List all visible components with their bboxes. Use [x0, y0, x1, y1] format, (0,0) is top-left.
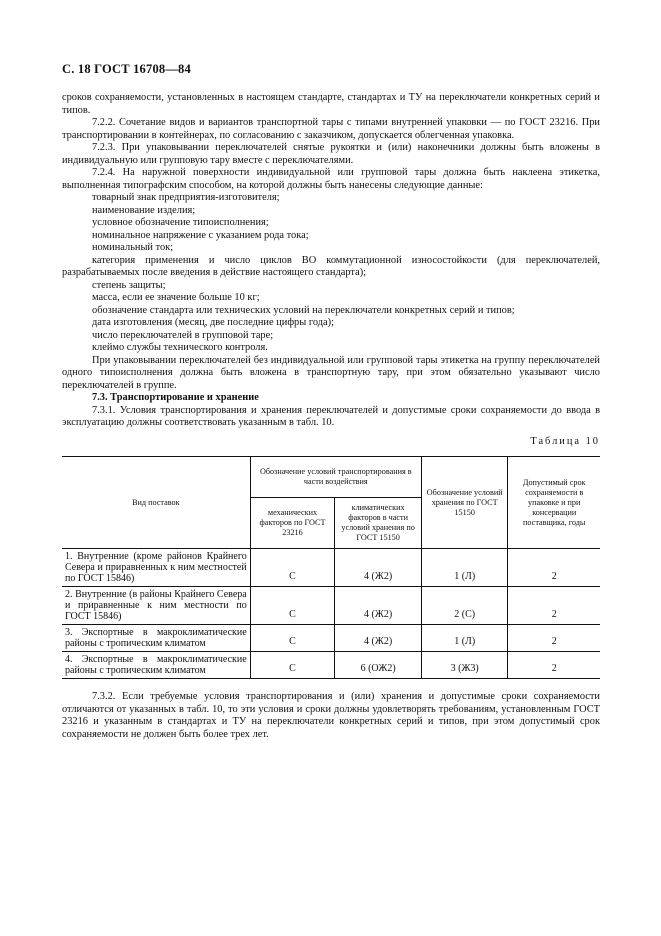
cell-kind: 1. Внутренние (кроме районов Крайнего Севера и приравненных к ним местностей по ГОСТ 15846)	[62, 549, 250, 587]
label-item: степень защиты;	[92, 279, 166, 291]
cell-term: 2	[508, 625, 600, 652]
cell-kind: 3. Экспортные в макроклиматические районы с тропическим климатом	[62, 625, 250, 652]
label-item: число переключателей в групповой таре;	[92, 329, 274, 341]
label-item: дата изготовления (месяц, две последние цифры года);	[92, 317, 334, 328]
table-row	[62, 625, 600, 652]
cell-clim: 4 (Ж2)	[335, 625, 422, 652]
cell-clim: 4 (Ж2)	[335, 549, 422, 587]
label-item: масса, если ее значение больше 10 кг;	[92, 292, 260, 303]
cell-storage: 1 (Л)	[421, 549, 508, 587]
cell-mech: С	[250, 587, 335, 625]
cell-clim: 4 (Ж2)	[335, 587, 422, 625]
label-item: номинальный ток;	[92, 242, 174, 253]
paragraph-7-2-3: 7.2.3. При упаковывании переключателей снятые рукоятки и (или) наконечники должны быть вложены в индивидуальную или групповую тару вместе с переключателями.	[62, 142, 600, 166]
table-row	[62, 549, 600, 587]
label-item: категория применения и число циклов ВО коммутационной износостойкости (для переключателей, разрабатываемых после введения в действие настоящего стандарта);	[62, 254, 600, 278]
label-item: клеймо службы технического контроля.	[92, 342, 268, 353]
label-item: номинальное напряжение с указанием рода тока;	[92, 229, 309, 241]
table-row	[62, 652, 600, 679]
cell-storage: 3 (Ж3)	[421, 652, 508, 679]
page-header: С. 18 ГОСТ 16708—84	[62, 62, 191, 76]
table-row	[62, 587, 600, 625]
table-head-term: Допустимый срок сохраняемости в упаковке и при консервации поставщика, годы	[508, 457, 600, 549]
cell-term: 2	[508, 587, 600, 625]
table-head-storage: Обозначение условий хранения по ГОСТ 15150	[421, 457, 508, 549]
label-item: обозначение стандарта или технических условий на переключатели конкретных серий и типов;	[92, 304, 515, 316]
paragraph-7-3-2: 7.3.2. Если требуемые условия транспортирования и (или) хранения и допустимые сроки сохраняемости отличаются от указанных в табл. 10, то эти условия и сроки должны удовлетворять требованиям, установленным ГОСТ 23216 и указанным в стандартах и ТУ на переключатели конкретных серий и типов, при этом допустимый срок сохраняемости не должен быть более трех лет.	[62, 691, 600, 740]
label-item: товарный знак предприятия-изготовителя;	[92, 192, 280, 203]
section-title: 7.3. Транспортирование и хранение	[92, 392, 259, 403]
paragraph-continuation: сроков сохраняемости, установленных в настоящем стандарте, стандартах и ТУ на переключатели конкретных серий и типов.	[62, 92, 600, 116]
cell-kind: 2. Внутренние (в районы Крайнего Севера и приравненные к ним местности по ГОСТ 15846)	[62, 587, 250, 625]
table-head-mech: механических факторов по ГОСТ 23216	[250, 498, 335, 549]
cell-storage: 2 (С)	[421, 587, 508, 625]
paragraph-7-2-2: 7.2.2. Сочетание видов и вариантов транспортной тары с типами внутренней упаковки — по ГОСТ 23216. При транспортировании в контейнерах, по согласованию с заказчиком, допускается облегченная упаковка.	[62, 117, 600, 141]
cell-term: 2	[508, 652, 600, 679]
cell-term: 2	[508, 549, 600, 587]
cell-mech: С	[250, 549, 335, 587]
table-head-kind: Вид поставок	[62, 457, 250, 549]
label-item: наименование изделия;	[92, 204, 196, 216]
cell-kind: 4. Экспортные в макроклиматические районы с тропическим климатом	[62, 652, 250, 679]
cell-clim: 6 (ОЖ2)	[335, 652, 422, 679]
table-head-transport: Обозначение условий транспортирования в части воздействия	[250, 457, 421, 498]
document-body	[62, 92, 600, 741]
label-item: условное обозначение типоисполнения;	[92, 217, 269, 228]
table-10	[62, 456, 600, 679]
cell-mech: С	[250, 625, 335, 652]
cell-storage: 1 (Л)	[421, 625, 508, 652]
paragraph-7-3-1: 7.3.1. Условия транспортирования и хранения переключателей и допустимые сроки сохраняемости до ввода в эксплуатацию должны соответствовать указанным в табл. 10.	[62, 404, 600, 428]
paragraph-group-label: При упаковывании переключателей без индивидуальной или групповой тары этикетка на группу переключателей одного типоисполнения должна быть вложена в транспортную тару, при этом обязательно указывают число переключателей в группе.	[62, 354, 600, 391]
table-head-clim: климатических факторов в части условий хранения по ГОСТ 15150	[335, 498, 422, 549]
paragraph-7-2-4: 7.2.4. На наружной поверхности индивидуальной или групповой тары должна быть наклеена этикетка, выполненная типографским способом, на которой должны быть нанесены следующие данные:	[62, 167, 600, 191]
table-caption: Таблица 10	[530, 435, 600, 447]
cell-mech: С	[250, 652, 335, 679]
